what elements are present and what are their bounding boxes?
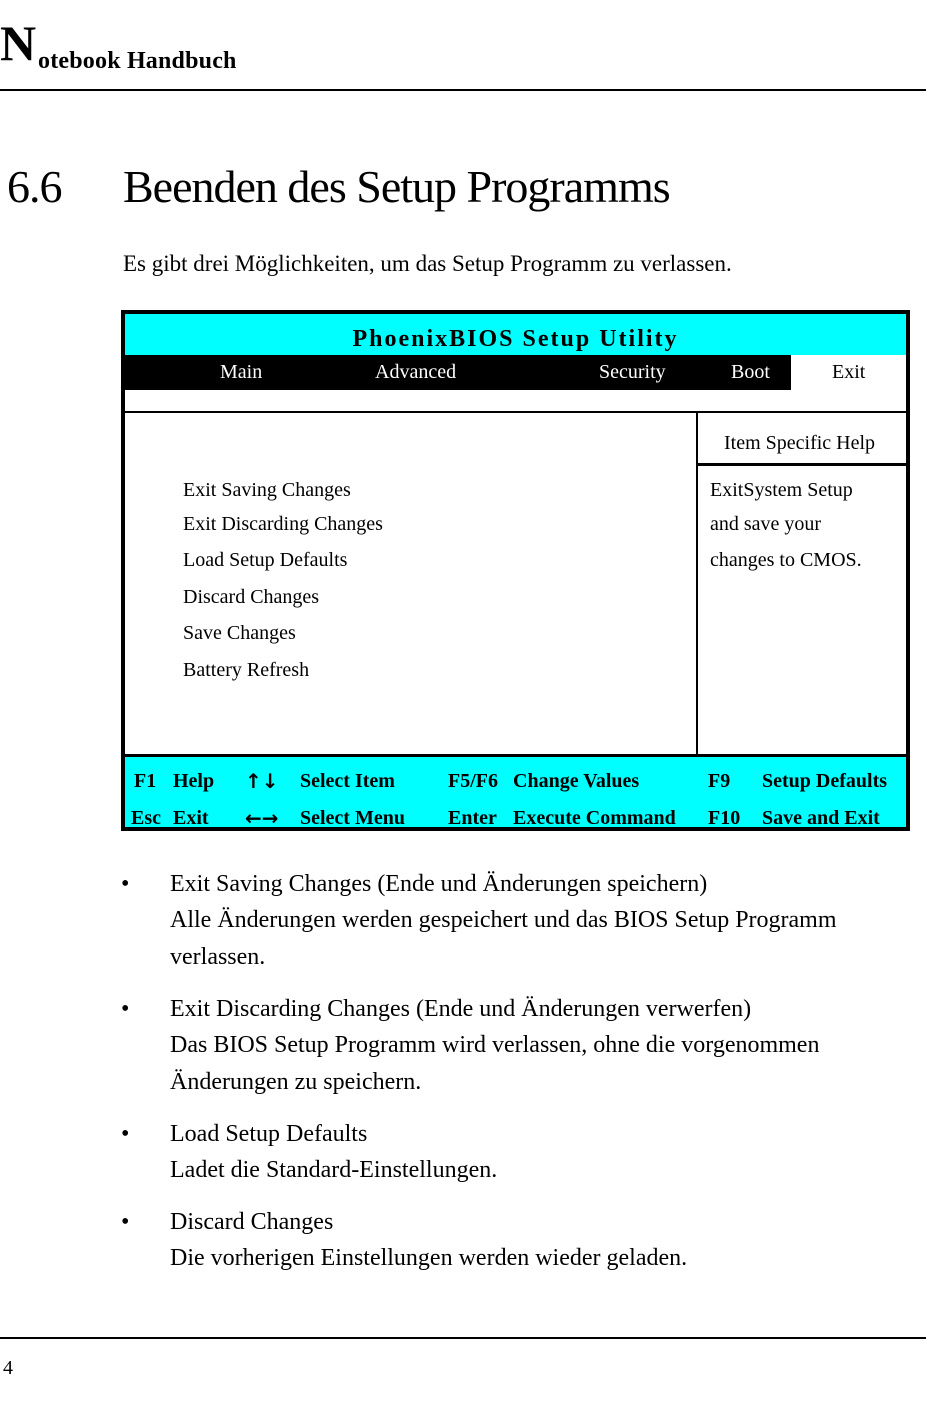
left-right-arrows-icon: ←→ [245, 806, 279, 830]
bullet-text: Ladet die Standard-Einstellungen. [170, 1157, 498, 1183]
bullet-marker: • [121, 996, 130, 1022]
bullet-text: Die vorherigen Einstellungen werden wieder geladen. [170, 1245, 688, 1271]
header-rule [0, 89, 926, 91]
bios-title: PhoenixBIOS Setup Utility [125, 314, 906, 355]
key-label-select-item: Select Item [300, 770, 395, 792]
bullet-heading: Exit Discarding Changes (Ende und Änderungen verwerfen) [170, 996, 752, 1022]
bullet-text: verlassen. [170, 944, 266, 970]
key-label-help: Help [173, 770, 215, 792]
key-label-select-menu: Select Menu [300, 807, 405, 829]
key-f9: F9 [708, 770, 731, 792]
bullet-marker: • [121, 871, 130, 897]
bios-divider-top [125, 411, 906, 413]
key-label-setup-defaults: Setup Defaults [762, 770, 888, 792]
section-number: 6.6 [7, 161, 62, 212]
bullet-text: Alle Änderungen werden gespeichert und das BIOS Setup Programm [170, 907, 837, 933]
bullet-marker: • [121, 1121, 130, 1147]
key-esc: Esc [131, 807, 161, 829]
page-number: 4 [3, 1357, 13, 1379]
option-exit-saving[interactable]: Exit Saving Changes [183, 479, 351, 501]
option-save-changes[interactable]: Save Changes [183, 622, 296, 644]
help-line: and save your [710, 513, 822, 535]
bullet-heading: Exit Saving Changes (Ende und Änderungen speichern) [170, 871, 708, 897]
help-heading: Item Specific Help [724, 432, 876, 454]
header-title: otebook Handbuch [38, 48, 237, 74]
bullet-text: Das BIOS Setup Programm wird verlassen, ohne die vorgenommen [170, 1032, 820, 1058]
key-label-save-and-exit: Save and Exit [762, 807, 880, 829]
option-battery-refresh[interactable]: Battery Refresh [183, 659, 310, 681]
help-divider [696, 463, 906, 466]
bios-setup-screen [121, 310, 910, 831]
key-label-exit: Exit [173, 807, 209, 829]
bullet-text: Änderungen zu speichern. [170, 1069, 422, 1095]
help-line: ExitSystem Setup [710, 479, 853, 501]
menu-boot[interactable]: Boot [731, 361, 770, 383]
key-label-execute-command: Execute Command [513, 807, 676, 829]
option-discard-changes[interactable]: Discard Changes [183, 586, 320, 608]
menu-exit[interactable]: Exit [832, 361, 866, 383]
bullet-heading: Load Setup Defaults [170, 1121, 368, 1147]
help-line: changes to CMOS. [710, 549, 862, 571]
menu-advanced[interactable]: Advanced [375, 361, 457, 383]
section-title: Beenden des Setup Programms [123, 161, 670, 212]
bullet-marker: • [121, 1209, 130, 1235]
bullet-heading: Discard Changes [170, 1209, 334, 1235]
option-load-defaults[interactable]: Load Setup Defaults [183, 549, 348, 571]
footer-rule [0, 1337, 926, 1339]
intro-text: Es gibt drei Möglichkeiten, um das Setup Programm zu verlassen. [123, 251, 732, 276]
up-down-arrows-icon: ↑↓ [245, 769, 279, 793]
key-label-change-values: Change Values [513, 770, 640, 792]
option-exit-discarding[interactable]: Exit Discarding Changes [183, 513, 383, 535]
key-f10: F10 [708, 807, 741, 829]
menu-main[interactable]: Main [220, 361, 263, 383]
header-initial: N [0, 15, 37, 71]
key-enter: Enter [448, 807, 497, 829]
menu-security[interactable]: Security [599, 361, 666, 383]
key-f5f6: F5/F6 [448, 770, 498, 792]
key-f1: F1 [134, 770, 157, 792]
